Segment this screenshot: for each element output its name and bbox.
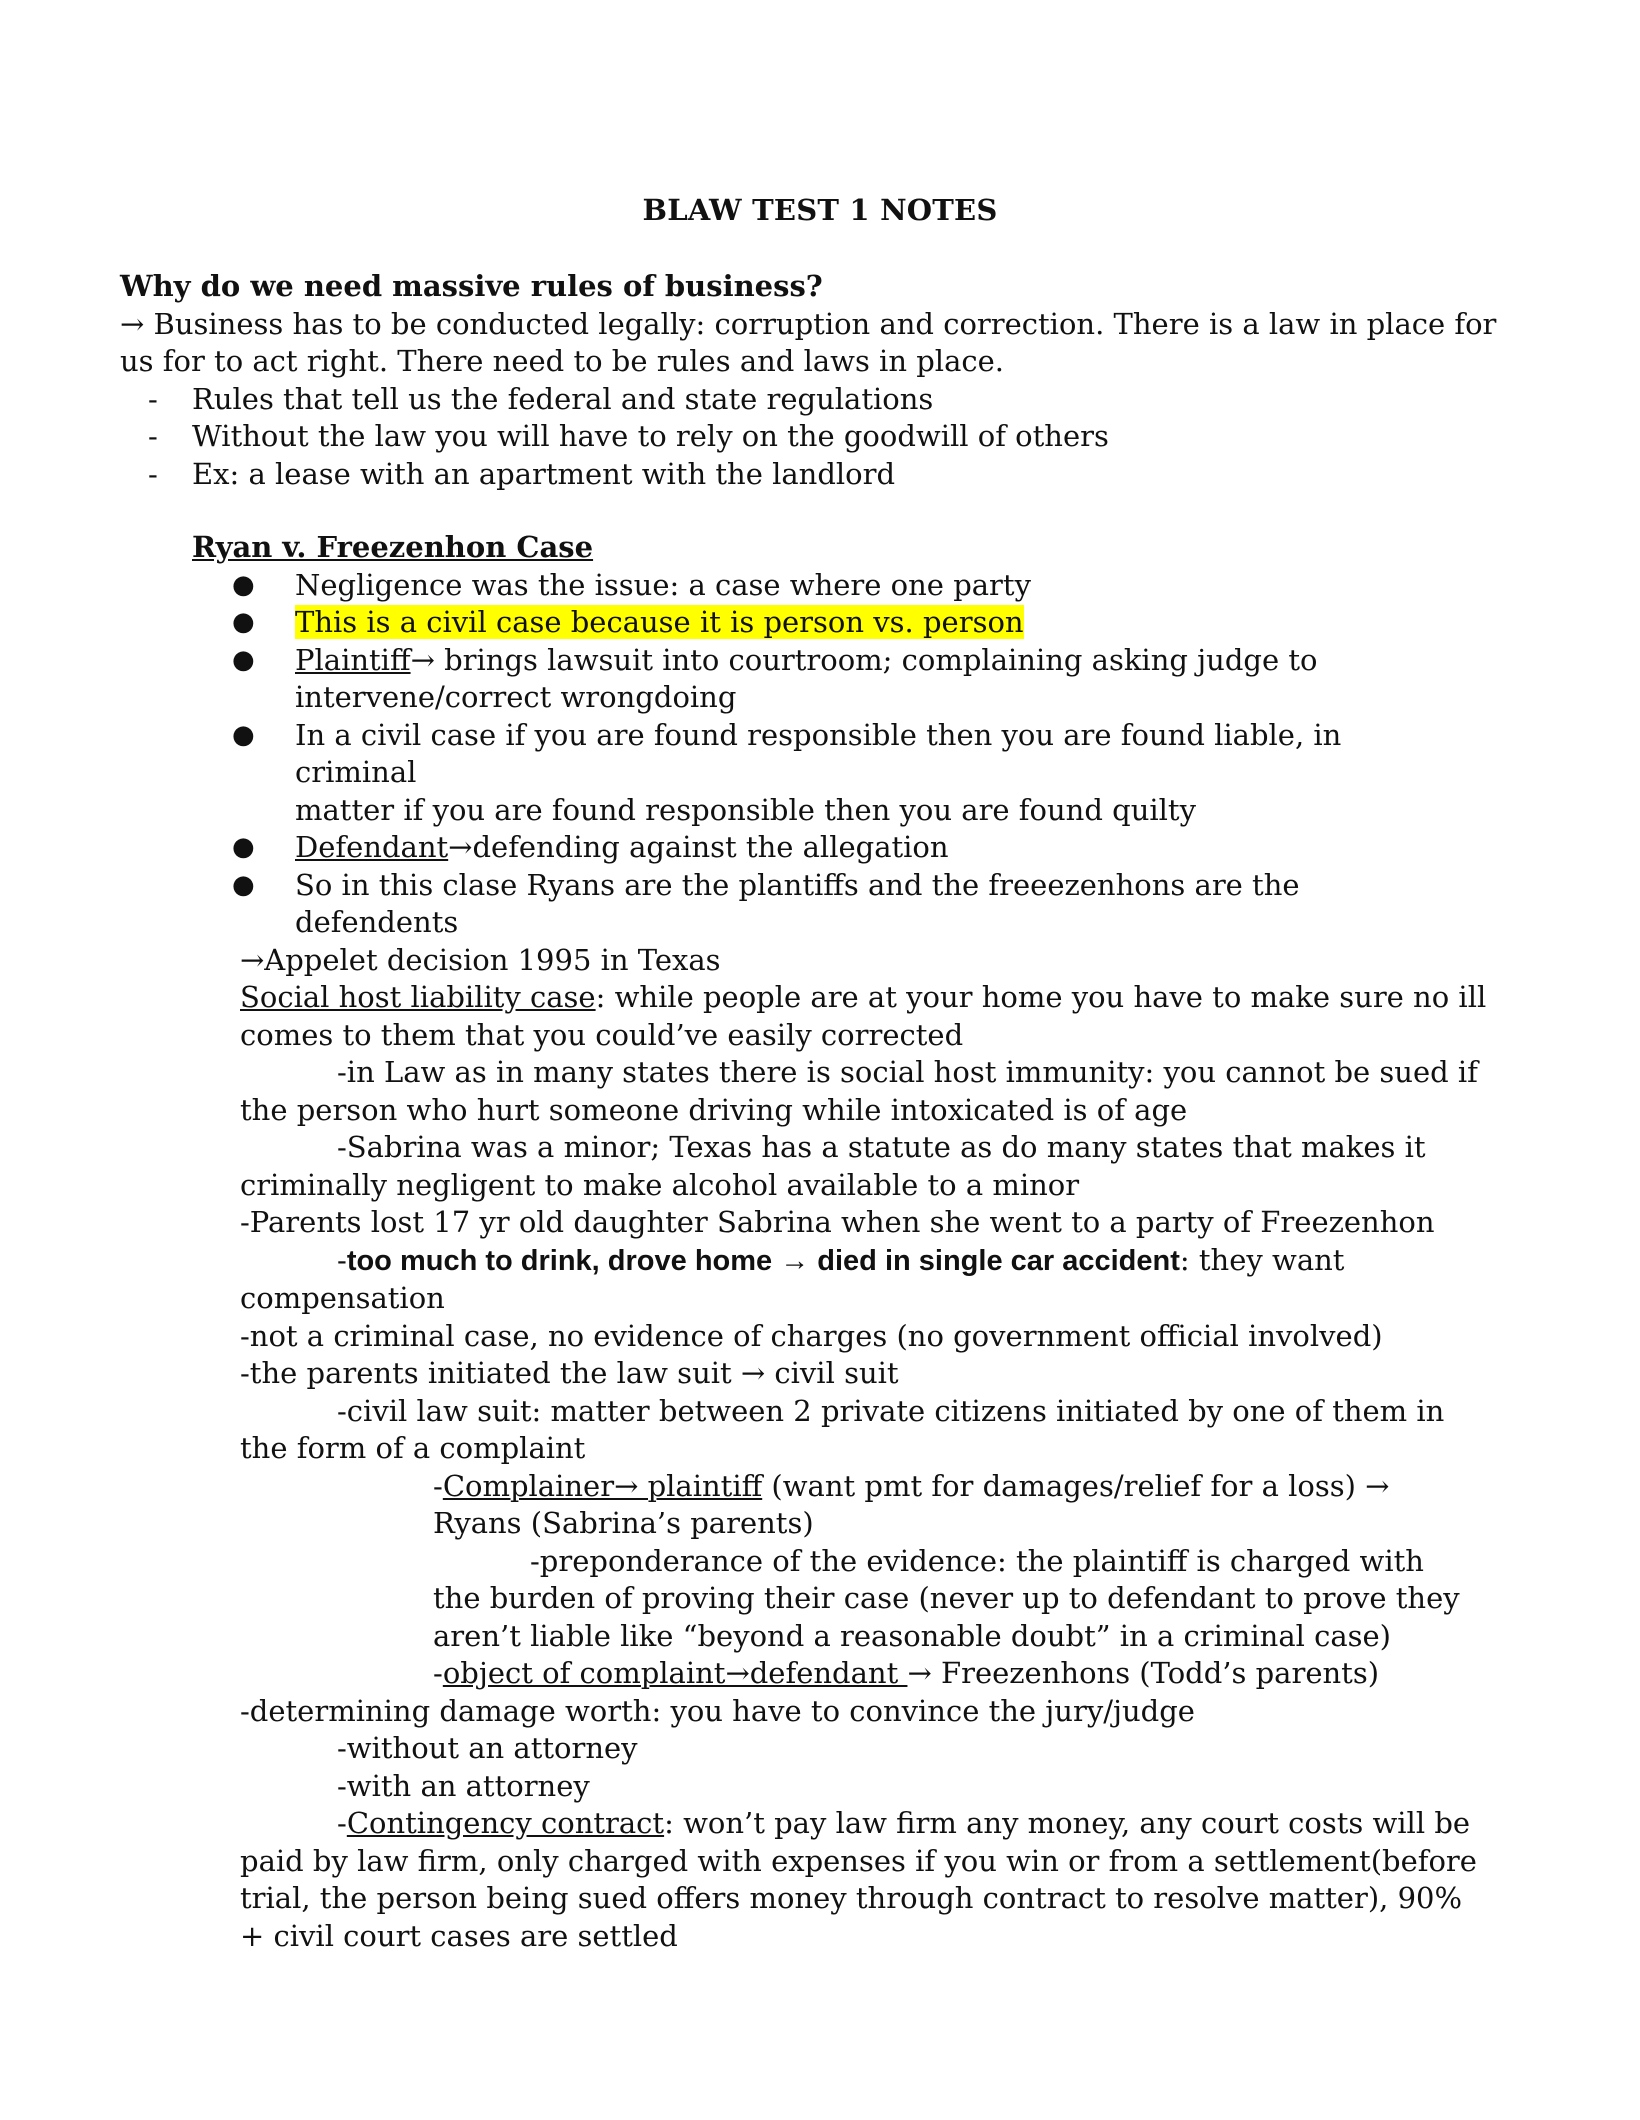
note-line bbox=[240, 979, 1487, 1017]
note-text: : they want bbox=[1179, 1242, 1345, 1277]
note-line: -Sabrina was a minor; Texas has a statute as do many states that makes it bbox=[337, 1130, 1426, 1164]
bullet-text: In a civil case if you are found responsible then you are found liable, in criminal bbox=[295, 717, 1342, 789]
dash-marker: - bbox=[148, 456, 158, 491]
note-text: : won’t pay law firm any money, any court costs will be bbox=[664, 1806, 1471, 1840]
note-line: comes to them that you could’ve easily corrected bbox=[240, 1017, 964, 1052]
bullet-item bbox=[192, 642, 1420, 717]
case-heading: Ryan v. Freezenhon Case bbox=[192, 530, 594, 564]
question-heading: Why do we need massive rules of business? bbox=[120, 269, 823, 303]
note-text: - bbox=[337, 1242, 347, 1277]
note-line: criminally negligent to make alcohol available to a minor bbox=[240, 1167, 1080, 1202]
note-line: Ryans (Sabrina’s parents) bbox=[433, 1506, 814, 1540]
bullet-item bbox=[192, 604, 1420, 642]
dash-marker: - bbox=[148, 419, 158, 453]
note-text: (want pmt for damages/relief for a loss) → bbox=[762, 1468, 1390, 1503]
note-line: -not a criminal case, no evidence of charges (no government official involved) bbox=[240, 1318, 1383, 1353]
note-line: →Appelet decision 1995 in Texas bbox=[240, 942, 721, 977]
note-line: paid by law firm, only charged with expenses if you win or from a settlement(before bbox=[240, 1843, 1477, 1878]
term-social-host: Social host liability case bbox=[240, 980, 596, 1014]
note-line: the burden of proving their case (never up to defendant to prove they bbox=[433, 1581, 1460, 1615]
note-line bbox=[337, 1805, 1471, 1843]
dash-item-text: Ex: a lease with an apartment with the landlord bbox=[192, 456, 896, 491]
term-plaintiff: Plaintiff bbox=[295, 642, 411, 677]
dash-list-item bbox=[120, 456, 1420, 494]
note-line: aren’t liable like “beyond a reasonable doubt” in a criminal case) bbox=[433, 1618, 1391, 1653]
document-body bbox=[120, 268, 1497, 1955]
note-line: -the parents initiated the law suit → civil suit bbox=[240, 1356, 899, 1390]
note-line: -determining damage worth: you have to convince the jury/judge bbox=[240, 1693, 1195, 1728]
bullet-icon: ● bbox=[232, 719, 255, 750]
bullet-icon: ● bbox=[232, 869, 255, 900]
term-complainer: Complainer→ plaintiff bbox=[442, 1468, 763, 1503]
highlighted-text: This is a civil case because it is person vs. person bbox=[295, 605, 1024, 639]
dash-list-item bbox=[120, 418, 1420, 456]
note-line bbox=[433, 1468, 1420, 1506]
note-line: -in Law as in many states there is social host immunity: you cannot be sued if bbox=[337, 1055, 1478, 1089]
note-text: → Freezenhons (Todd’s parents) bbox=[907, 1656, 1380, 1690]
note-text: - bbox=[433, 1468, 443, 1503]
note-line: -preponderance of the evidence: the plaintiff is charged with bbox=[530, 1543, 1424, 1578]
note-line: + civil court cases are settled bbox=[240, 1918, 678, 1953]
bullet-icon: ● bbox=[232, 569, 255, 600]
note-line bbox=[337, 1242, 1420, 1281]
note-line: the person who hurt someone driving while intoxicated is of age bbox=[240, 1092, 1188, 1127]
document-title: BLAW TEST 1 NOTES bbox=[642, 193, 998, 227]
bold-text: too much to drink, drove home → died in single car accident bbox=[346, 1244, 1180, 1277]
note-line: compensation bbox=[240, 1281, 445, 1315]
term-object-of-complaint: object of complaint→defendant bbox=[442, 1656, 908, 1690]
bullet-icon: ● bbox=[232, 644, 255, 675]
dash-item-text: Without the law you will have to rely on the goodwill of others bbox=[192, 419, 1109, 453]
note-line: -Parents lost 17 yr old daughter Sabrina when she went to a party of Freezenhon bbox=[240, 1205, 1435, 1239]
dash-marker: - bbox=[148, 381, 158, 416]
bullet-icon: ● bbox=[232, 607, 255, 637]
note-line: -without an attorney bbox=[337, 1731, 638, 1765]
note-text: - bbox=[433, 1656, 443, 1690]
case-bullet-list bbox=[192, 567, 1420, 942]
bullet-text: →defending against the allegation bbox=[448, 830, 949, 864]
term-contingency-contract: Contingency contract bbox=[346, 1806, 665, 1840]
bullet-text-continued: intervene/correct wrongdoing bbox=[295, 680, 737, 714]
note-text: - bbox=[337, 1806, 347, 1840]
bullet-text: Negligence was the issue: a case where one party bbox=[295, 567, 1031, 602]
bullet-text-continued: matter if you are found responsible then you are found quilty bbox=[295, 792, 1196, 827]
dash-list-item bbox=[120, 381, 1420, 419]
note-text: : while people are at your home you have to make sure no ill bbox=[595, 980, 1487, 1014]
note-line: trial, the person being sued offers money through contract to resolve matter), 90% bbox=[240, 1881, 1463, 1915]
note-line bbox=[433, 1655, 1420, 1693]
dash-item-text: Rules that tell us the federal and state regulations bbox=[192, 381, 934, 416]
note-line: the form of a complaint bbox=[240, 1431, 586, 1465]
note-line: -civil law suit: matter between 2 private citizens initiated by one of them in bbox=[337, 1393, 1445, 1428]
bullet-item bbox=[192, 567, 1420, 605]
bullet-text: So in this clase Ryans are the plantiffs and the freeezenhons are the defendents bbox=[295, 867, 1300, 939]
note-line: -with an attorney bbox=[337, 1768, 590, 1803]
bullet-text: → brings lawsuit into courtroom; complaining asking judge to bbox=[410, 642, 1318, 677]
bullet-item bbox=[192, 829, 1420, 867]
bullet-item bbox=[192, 867, 1420, 942]
answer-line: us for to act right. There need to be rules and laws in place. bbox=[120, 344, 1004, 378]
bullet-item bbox=[192, 717, 1420, 830]
answer-line: → Business has to be conducted legally: corruption and correction. There is a law in place for bbox=[120, 306, 1497, 341]
bullet-icon: ● bbox=[232, 832, 255, 862]
term-defendant: Defendant bbox=[295, 830, 449, 864]
